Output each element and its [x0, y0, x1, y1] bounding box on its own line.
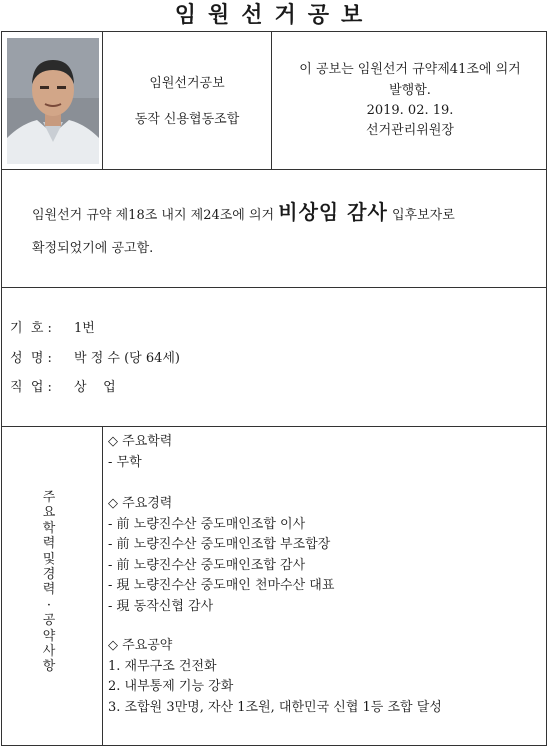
career-section — [108, 494, 334, 617]
announcement-text-cont: 입후보자로 — [387, 208, 455, 223]
position-title: 비상임 감사 — [278, 200, 388, 224]
col-divider — [102, 426, 103, 746]
education-section — [108, 432, 172, 473]
list-item: 1. 재무구조 건전화 — [108, 658, 217, 674]
number-label: 기 호 : — [10, 321, 52, 336]
row-divider — [2, 426, 546, 427]
list-item: - 前 노량진수산 중도매인조합 감사 — [108, 557, 306, 573]
list-item: - 前 노량진수산 중도매인조합 부조합장 — [108, 537, 331, 552]
announcement-text: 임원선거 규약 제18조 내지 제24조에 의거 — [32, 208, 279, 223]
organization-name: 동작 신용협동조합 — [134, 112, 240, 127]
notice-date: 2019. 02. 19. — [366, 103, 454, 118]
pledges-section — [108, 636, 442, 718]
candidate-job-row — [10, 376, 116, 395]
list-item: 3. 조합원 3만명, 자산 1조원, 대한민국 신협 1등 조합 달성 — [108, 699, 442, 715]
section-label-vertical: 주 요 학 력 및 경 력 · 공 약 사 항 — [42, 490, 56, 675]
bulletin-label: 임원선거공보 — [149, 76, 225, 91]
document-title: 임원선거공보 — [174, 2, 375, 28]
candidate-name-row — [10, 347, 180, 366]
list-item: - 前 노량진수산 중도매인조합 이사 — [108, 516, 306, 532]
list-item: - 現 동작신협 감사 — [108, 598, 214, 614]
row-divider — [2, 287, 546, 288]
candidate-number: 1번 — [74, 321, 95, 336]
notice-signer: 선거관리위원장 — [366, 123, 454, 138]
organization-cell — [103, 32, 271, 170]
list-item: 2. 내부통제 기능 강화 — [108, 679, 234, 694]
list-item: - 現 노량진수산 중도매인 천마수산 대표 — [108, 578, 335, 593]
pledges-heading: ◇ 주요공약 — [108, 638, 173, 653]
career-heading: ◇ 주요경력 — [108, 496, 173, 511]
candidate-photo — [7, 38, 99, 164]
candidate-number-row — [10, 317, 95, 336]
notice-text-cont: 발행함. — [389, 83, 431, 98]
election-bulletin-sheet — [1, 31, 547, 746]
notice-cell — [272, 32, 548, 170]
announcement — [32, 195, 532, 256]
name-label: 성 명 : — [10, 351, 52, 366]
candidate-job: 상 업 — [74, 380, 116, 395]
candidate-name: 박 정 수 (당 64세) — [74, 351, 181, 366]
job-label: 직 업 : — [10, 380, 52, 395]
notice-text: 이 공보는 임원선거 규약제41조에 의거 — [299, 62, 521, 77]
list-item: - 무학 — [108, 454, 142, 470]
education-heading: ◇ 주요학력 — [108, 434, 173, 449]
announcement-line2: 확정되었기에 공고함. — [32, 241, 154, 256]
